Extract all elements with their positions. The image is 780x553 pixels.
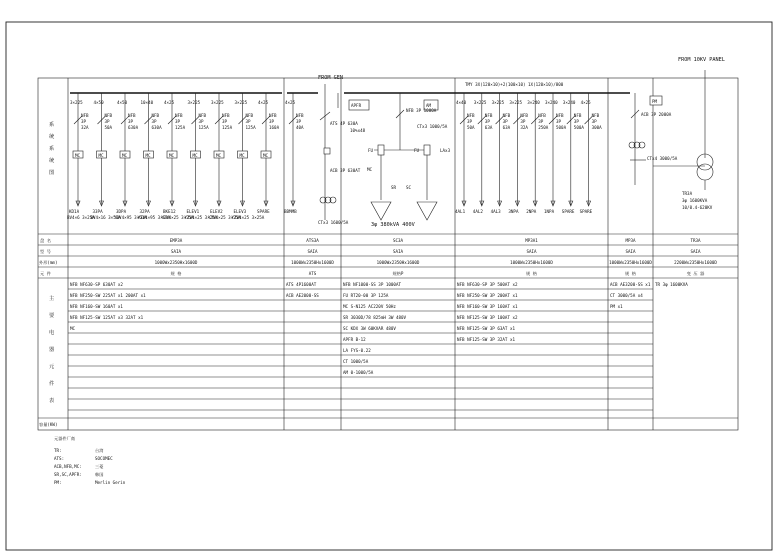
component-item: SR 3030D/78 825mH 3W 480V: [343, 315, 407, 320]
system-diagram-side-label: [49, 120, 55, 176]
feeder-breaker: 3P: [467, 119, 473, 124]
manufacturer-legend: [54, 435, 126, 485]
feeder: [91, 93, 122, 220]
feeder-sub: YJV4×95 3×63A: [114, 215, 147, 220]
component-table-side-label: [49, 294, 55, 404]
pm-label: PM: [652, 99, 658, 104]
feeder-rating: 4×50: [93, 100, 104, 105]
panel-name: TR3A: [690, 238, 701, 243]
feeder: [185, 93, 218, 220]
feeder-rating: 3×225: [491, 100, 505, 105]
feeder: [544, 93, 567, 214]
row-header-size: 外形(mm): [39, 260, 58, 265]
feeder-sub: YJV4×25 3×25A: [231, 215, 265, 220]
mp3a-incomer-section: [629, 93, 678, 185]
feeder-breaker: 125A: [222, 125, 233, 130]
component-item: ACB AE3200-SS x1: [610, 282, 651, 287]
component-item: NFB NF125-SW 3P 63AT x1: [457, 326, 515, 331]
legend-key: TR:: [54, 448, 62, 453]
feeder: [284, 93, 304, 214]
feeder-breaker: NFB: [467, 113, 475, 118]
feeder-label: ELEV2: [210, 209, 223, 214]
feeder-label: 1NPA: [544, 209, 555, 214]
feeder-sub: YJV4×95 3×63A: [137, 215, 171, 220]
feeder-breaker: 3P: [222, 119, 228, 124]
component-head: ATS: [308, 271, 317, 276]
mp-feeder-group: [455, 93, 602, 214]
component-item: ATS 4P1600AT: [286, 282, 317, 287]
feeder-rating: 3×225: [234, 100, 248, 105]
emp-feeder-group: [67, 93, 280, 220]
feeder-breaker: NFB: [198, 113, 207, 118]
panel-size: 2200Wx2350Hx1600D: [674, 260, 717, 265]
ats-ct-label: CTx3 1600/5A: [318, 220, 349, 225]
mc-label: MC: [216, 153, 222, 158]
feeder-sub: YJV4×25 3×25A: [184, 215, 218, 220]
legend-key: PM:: [54, 480, 62, 485]
feeder-breaker: 630A: [128, 125, 139, 130]
table-column: [343, 238, 420, 375]
feeder-label: 32PA: [139, 209, 150, 214]
panel-model: SAIA: [690, 249, 701, 254]
feeder-label: 3DPA: [116, 209, 127, 214]
feeder-sub: YJV4×25 3×25A: [208, 215, 241, 220]
feeder-breaker: NFB: [556, 113, 564, 118]
panel-model: SAIA: [307, 249, 318, 254]
panel-model: SAIA: [526, 249, 537, 254]
table-column: [655, 238, 717, 287]
feeder-rating: 3×225: [473, 100, 487, 105]
feeder: [232, 93, 265, 220]
tr-spec-3: 10/0.4-620KV: [682, 205, 713, 210]
capacitor-spec: 3φ 380kVA 400V: [371, 222, 415, 228]
component-item: NFB NF125-SW 3P 100AT x2: [457, 315, 518, 320]
legend-value: 韩国: [95, 472, 104, 477]
feeder-breaker: 125A: [198, 125, 209, 130]
panel-size: 1000Wx2350Hx1600D: [609, 260, 652, 265]
component-item: NFB NF125-SW 3P 32AT x1: [457, 337, 515, 342]
feeder-breaker: NFB: [222, 113, 230, 118]
feeder-breaker: NFB: [269, 113, 277, 118]
feeder-breaker: NFB: [104, 113, 113, 118]
feeder-breaker: NFB: [151, 113, 160, 118]
feeder-label: SPARE: [561, 209, 575, 214]
component-head: 规格P: [392, 271, 404, 276]
side-label-char: 图: [49, 170, 55, 176]
fu-left-label: FU: [368, 148, 374, 153]
feeder-label: BKE12: [163, 209, 176, 214]
feeder-label: ELEV1: [186, 209, 200, 214]
feeder-label: 4AL1: [455, 209, 466, 214]
feeder-rating: 3×225: [211, 100, 224, 105]
feeder-rating: 4×25: [285, 100, 296, 105]
feeder: [580, 93, 603, 214]
feeder: [455, 93, 475, 214]
side-label-char: 统: [49, 158, 55, 164]
feeder: [508, 93, 528, 214]
component-item: MC S-N125 AC220V 50Hz: [343, 304, 396, 309]
tr-spec-1: TR3A: [682, 191, 693, 196]
feeder: [138, 93, 171, 220]
feeder-rating: 3×225: [509, 100, 523, 105]
table-column: [609, 238, 652, 309]
table-column: [70, 238, 198, 331]
feeder-breaker: NFB: [245, 113, 254, 118]
feeder-breaker: 3P: [81, 119, 87, 124]
panel-name: ATS3A: [306, 238, 319, 243]
mc-label: MC: [122, 153, 128, 158]
feeder-rating: 4×40: [456, 100, 467, 105]
side-label-char: 件: [49, 381, 55, 387]
feeder-breaker: 125A: [175, 125, 186, 130]
feeder-rating: 4×25: [580, 100, 591, 105]
fu-right-label: FU: [414, 148, 420, 153]
feeder-breaker: 500A: [556, 125, 567, 130]
feeder-breaker: NFB: [484, 113, 493, 118]
feeder-rating: 4×25: [258, 100, 269, 105]
legend-key: ACB,NFB,MC:: [54, 464, 82, 469]
table-column: [457, 238, 553, 342]
component-item: TR 3φ 1600KVA: [655, 282, 688, 287]
mp3a-acb-label: ACB 3P 2000A: [641, 112, 672, 117]
feeder: [257, 93, 280, 214]
side-label-char: 元: [49, 364, 55, 370]
panel-name: EMP3A: [169, 238, 183, 243]
feeder-breaker: 3P: [591, 119, 597, 124]
feeder-rating: 10×40: [140, 100, 154, 105]
panel-size: 1000Wx2350Hx1600D: [154, 260, 198, 265]
feeder-breaker: 3P: [520, 119, 526, 124]
legend-key: ATS:: [54, 456, 65, 461]
feeder-breaker: NFB: [520, 113, 528, 118]
feeder-breaker: 63A: [484, 125, 493, 130]
legend-value: Merlin Gerin: [95, 480, 126, 485]
sc-nfb-label: NFB 3P 1000A: [406, 108, 437, 113]
feeder-sub: BV4×16 3×50A: [90, 215, 121, 220]
am-label: AM: [426, 103, 432, 108]
legend-title: 元器件厂商: [54, 436, 75, 441]
row-header-component: 元 件: [40, 271, 51, 276]
component-item: CT 3000/5A x4: [610, 293, 643, 298]
component-item: LA FYS-0.22: [343, 348, 371, 353]
feeder-rating: 3×225: [70, 100, 83, 105]
feeder-breaker: 3P: [151, 119, 157, 124]
component-head: 规 格: [170, 271, 182, 276]
feeder-rating: 4×25: [164, 100, 175, 105]
row-header-name: 盘 名: [40, 238, 51, 243]
feeder-breaker: 3P: [296, 119, 302, 124]
component-item: NFB NF630-SP 3P 500AT x2: [457, 282, 518, 287]
mp3a-ct-label: CTx4 3000/5A: [647, 156, 678, 161]
ats-label: ATS 4P 630A: [330, 121, 358, 126]
feeder-breaker: 3P: [175, 119, 181, 124]
component-head: 规 格: [625, 271, 636, 276]
component-item: NFB NF630-SP 630AT x2: [70, 282, 123, 287]
side-label-char: 系: [49, 122, 55, 128]
feeder-breaker: 3P: [573, 119, 579, 124]
feeder-breaker: 50A: [104, 125, 113, 130]
la-label: LAx3: [440, 148, 451, 153]
feeder-label: 33PA: [92, 209, 103, 214]
feeder-breaker: NFB: [573, 113, 582, 118]
feeder-label: 2NPA: [526, 209, 537, 214]
component-item: NFB NF1000-SS 3P 1000AT: [343, 282, 401, 287]
side-label-char: 主: [49, 296, 55, 302]
feeder-breaker: NFB: [538, 113, 546, 118]
feeder-breaker: NFB: [128, 113, 136, 118]
feeder-breaker: 63A: [502, 125, 511, 130]
transformer-secondary-coil: [697, 164, 713, 180]
feeder-breaker: NFB: [591, 113, 600, 118]
feeder-sub: YJV4×25 3×25A: [161, 215, 194, 220]
component-item: ACB AE2000-SS: [286, 293, 319, 298]
feeder-label: 3NPA: [508, 209, 519, 214]
feeder-breaker: 40A: [296, 125, 304, 130]
mp-bus-spec: TMY 3X(120×10)+2(100×10) 1X(120×10)/800: [465, 82, 564, 87]
from-gen-label: FROM GEN: [318, 75, 343, 81]
component-item: NFB NF250-SW 225AT x1 200AT x1: [70, 293, 146, 298]
feeder-breaker: 300A: [591, 125, 602, 130]
row-header-capacity: 容量(KW): [39, 422, 58, 427]
feeder-breaker: NFB: [296, 113, 304, 118]
panel-size: 1000Wx2350Hx1600D: [291, 260, 334, 265]
mc-label: MC: [145, 153, 151, 158]
panel-name: MP3A: [625, 238, 636, 243]
feeder: [562, 93, 585, 214]
mc-label: MC: [367, 167, 373, 172]
feeder-rating: 3×240: [527, 100, 540, 105]
feeder-breaker: 32A: [81, 125, 89, 130]
component-item: APFR B-12: [343, 337, 366, 342]
feeder-breaker: NFB: [81, 113, 89, 118]
apfr-label: APFR: [351, 103, 362, 108]
sc-capacitor-section: [349, 93, 451, 228]
feeder-breaker: 3P: [556, 119, 562, 124]
component-item: AM 0-1000/5A: [343, 370, 374, 375]
side-label-char: 表: [49, 398, 55, 404]
sc-label: SC: [406, 185, 412, 190]
panel-size: 1000Wx2350Hx1600D: [510, 260, 553, 265]
tr3a-transformer-section: [653, 70, 713, 210]
feeder-breaker: 3P: [269, 119, 275, 124]
feeder-breaker: 160A: [269, 125, 280, 130]
feeder-rating: 4×50: [117, 100, 128, 105]
feeder-breaker: 3P: [198, 119, 204, 124]
component-item: MC: [70, 326, 76, 331]
component-item: SC KDX 3W 60KVAR 480V: [343, 326, 396, 331]
feeder: [473, 93, 493, 214]
feeder-breaker: 32A: [520, 125, 528, 130]
side-label-char: 器: [49, 347, 55, 353]
from-10kv-label: FROM 10KV PANEL: [678, 57, 725, 63]
legend-value: SOCOMEC: [95, 456, 113, 461]
feeder: [161, 93, 194, 220]
component-table: [38, 237, 738, 428]
feeder-label: 4AL2: [472, 209, 483, 214]
feeder-breaker: 250A: [538, 125, 549, 130]
component-item: NFB NF125-SW 125AT x3 32AT x1: [70, 315, 144, 320]
feeder-breaker: 500A: [573, 125, 584, 130]
feeder-rating: 3×240: [562, 100, 576, 105]
feeder-breaker: 3P: [128, 119, 134, 124]
feeder-breaker: 50A: [467, 125, 475, 130]
panel-model: SAIA: [170, 249, 182, 254]
side-label-char: 系: [49, 146, 55, 152]
component-item: PM x1: [610, 304, 623, 309]
mc-label: MC: [98, 153, 104, 158]
ats-acb-label: ACB 3P 630AT: [330, 168, 361, 173]
legend-value: 台湾: [95, 448, 104, 453]
tr-spec-2: 3φ 1600KVA: [682, 198, 708, 203]
feeder: [491, 93, 511, 214]
mc-label: MC: [169, 153, 175, 158]
panel-size: 1000Wx2350Hx1600D: [376, 260, 420, 265]
mc-label: MC: [192, 153, 198, 158]
feeder-label: 4AL3: [490, 209, 501, 214]
feeder: [114, 93, 147, 220]
component-item: NFB NF160-SW 3P 160AT x1: [457, 304, 518, 309]
panel-name: MP3A1: [525, 238, 538, 243]
component-item: CT 1000/5A: [343, 359, 369, 364]
mc-label: MC: [263, 153, 269, 158]
feeder-label: KD1A: [69, 209, 80, 214]
feeder-breaker: 630A: [151, 125, 162, 130]
row-header-model: 型 号: [40, 249, 51, 254]
component-item: NFB NF160-SW 160AT x1: [70, 304, 123, 309]
side-label-char: 统: [49, 134, 55, 140]
feeder-breaker: 3P: [502, 119, 508, 124]
mc-label: MC: [239, 153, 245, 158]
panel-model: SAIA: [625, 249, 636, 254]
feeder-label: ELEV3: [233, 209, 247, 214]
component-item: FU RT20-00 3P 125A: [343, 293, 389, 298]
sr-label: SR: [391, 185, 397, 190]
ats-feeder-group: [284, 93, 304, 214]
feeder-rating: 3×240: [545, 100, 558, 105]
feeder-breaker: 125A: [245, 125, 256, 130]
feeder-label: SPARE: [579, 209, 593, 214]
feeder-breaker: 3P: [104, 119, 110, 124]
feeder-breaker: 3P: [538, 119, 544, 124]
feeder-breaker: NFB: [175, 113, 183, 118]
component-item: NFB NF250-SW 3P 200AT x1: [457, 293, 518, 298]
feeder-breaker: NFB: [502, 113, 511, 118]
legend-key: SR,SC,APFR:: [54, 472, 82, 477]
feeder-breaker: 3P: [484, 119, 490, 124]
component-head: 规 格: [526, 271, 537, 276]
feeder-sub: BV4×6 3×25A: [67, 215, 95, 220]
sc-ct-label: CTx3 1000/5A: [417, 124, 448, 129]
feeder: [526, 93, 549, 214]
side-label-char: 电: [49, 330, 55, 336]
sr-spec-label: 10%x48: [350, 128, 366, 133]
component-head: 变 压 器: [686, 271, 705, 276]
feeder: [208, 93, 241, 220]
feeder-label: BBMMB: [284, 209, 297, 214]
feeder-label: SPARE: [257, 209, 270, 214]
mc-label: MC: [75, 153, 81, 158]
feeder-breaker: 3P: [245, 119, 251, 124]
legend-value: 三菱: [95, 464, 104, 469]
feeder-rating: 3×225: [187, 100, 201, 105]
feeder: [67, 93, 95, 220]
panel-model: SAIA: [392, 249, 404, 254]
side-label-char: 要: [49, 313, 55, 319]
panel-name: SC3A: [392, 238, 404, 243]
